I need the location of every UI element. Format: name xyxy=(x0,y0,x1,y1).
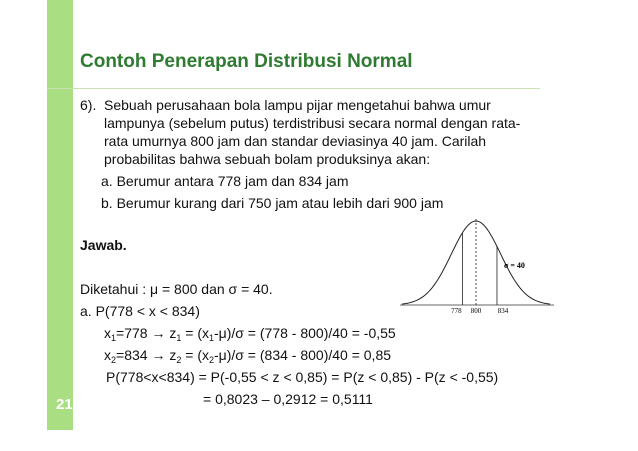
answer-heading: Jawab. xyxy=(80,237,127,253)
slide-number: 21 xyxy=(56,396,73,413)
problem-line-1: Sebuah perusahaan bola lampu pijar mengetahui bahwa umur xyxy=(104,97,491,113)
title-divider xyxy=(47,88,540,89)
problem-line-4: probabilitas bahwa sebuah bolam produksinya akan: xyxy=(104,151,431,167)
x2-line: $x_2=834 \to z_2 = (x_2-\mu)/\sigma = (834 - 800)/40 = 0,85$ xyxy=(104,347,392,365)
tick-label-778: 778 xyxy=(451,307,462,315)
problem-line-3: rata umurnya 800 jam dan standar deviasinya 40 jam. Carilah xyxy=(104,133,487,149)
normal-curve-chart xyxy=(398,215,558,315)
sigma-label: σ = 40 xyxy=(504,261,525,270)
tick-label-834: 834 xyxy=(497,307,509,315)
tick-label-800: 800 xyxy=(470,307,482,315)
arrow-icon: → xyxy=(151,325,166,341)
x1-line: $x_1=778 \to z_1 = (x_1-\mu)/\sigma = (778 - 800)/40 = -0,55$ xyxy=(104,325,396,343)
arrow-icon: → xyxy=(151,347,166,363)
result-line: = 0,8023 – 0,2912 = 0,5111 xyxy=(203,391,373,407)
slide-accent-bar xyxy=(47,0,73,430)
problem-line-2: lampunya (sebelum putus) terdistribusi secara normal dengan rata- xyxy=(104,115,521,131)
given-line: Diketahui : μ = 800 dan σ = 40. xyxy=(80,281,273,297)
problem-item-b: b. Berumur kurang dari 750 jam atau lebih dari 900 jam xyxy=(101,195,444,211)
problem-item-a: a. Berumur antara 778 jam dan 834 jam xyxy=(101,173,349,189)
probability-line: P(778<x<834) = P(-0,55 < z < 0,85) = P(z < 0,85) - P(z < -0,55) xyxy=(106,369,499,385)
part-a-line: a. P(778 < x < 834) xyxy=(80,303,200,319)
problem-number: 6). xyxy=(80,97,97,113)
slide-title: Contoh Penerapan Distribusi Normal xyxy=(80,51,413,72)
